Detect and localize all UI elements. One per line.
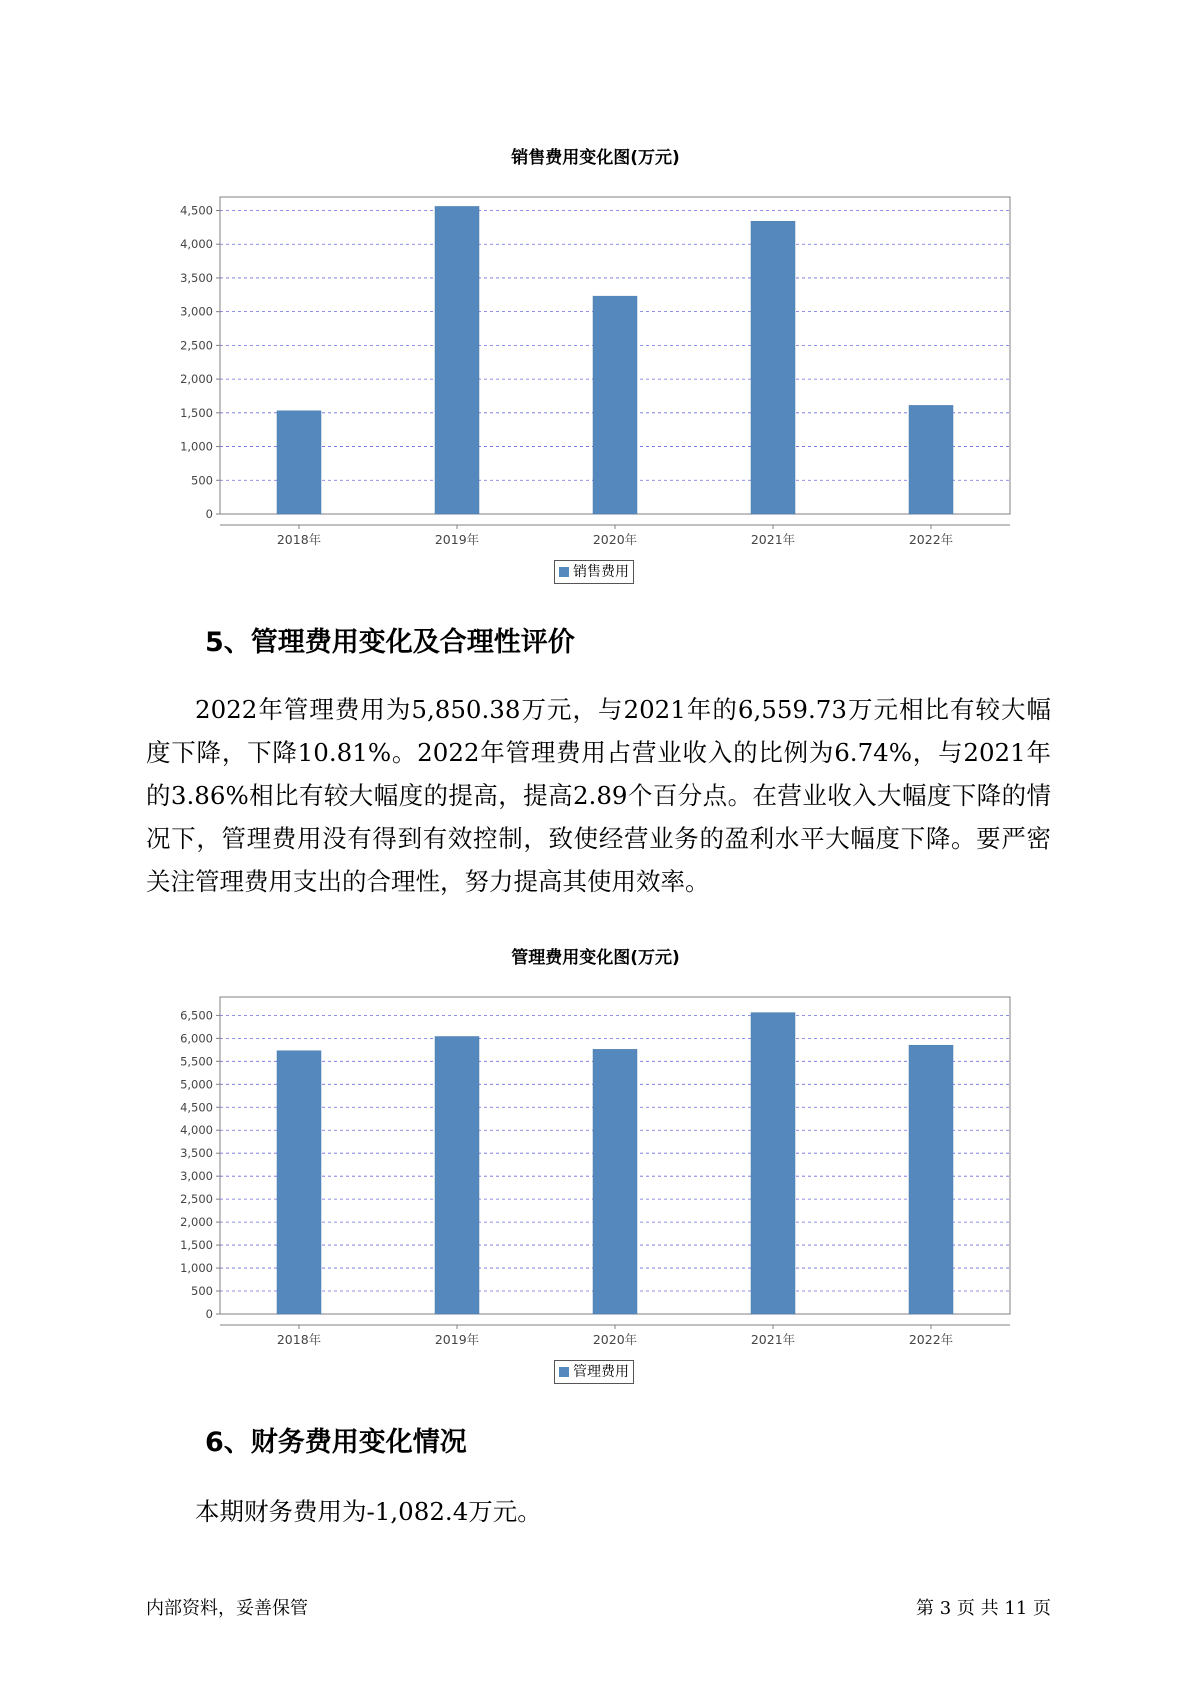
x-tick-label: 2018年 xyxy=(276,1332,322,1347)
section-6-paragraph: 本期财务费用为-1,082.4万元。 xyxy=(195,1497,542,1526)
sales-expense-chart xyxy=(0,140,1191,560)
y-tick-label: 5,000 xyxy=(180,1077,213,1092)
bar xyxy=(435,206,479,514)
y-tick-label: 2,000 xyxy=(180,1215,213,1230)
x-tick-label: 2019年 xyxy=(434,1332,480,1347)
y-tick-label: 6,000 xyxy=(180,1031,213,1046)
x-tick-label: 2021年 xyxy=(750,532,796,547)
legend-label: 销售费用 xyxy=(573,564,629,580)
x-tick-label: 2018年 xyxy=(276,532,322,547)
y-tick-label: 0 xyxy=(205,1307,213,1321)
y-tick-label: 1,500 xyxy=(180,1238,213,1253)
bar xyxy=(751,221,795,514)
bar xyxy=(277,1051,321,1314)
bar xyxy=(751,1013,795,1314)
x-tick-label: 2020年 xyxy=(592,532,638,547)
y-tick-label: 4,500 xyxy=(180,1100,213,1115)
bar xyxy=(593,1049,637,1314)
y-tick-label: 4,000 xyxy=(180,1123,213,1138)
admin-expense-legend xyxy=(554,1360,634,1384)
y-tick-label: 3,000 xyxy=(180,1169,213,1184)
x-tick-label: 2021年 xyxy=(750,1332,796,1347)
y-tick-label: 5,500 xyxy=(180,1054,213,1069)
y-tick-label: 6,500 xyxy=(180,1008,213,1023)
sales-expense-chart-title: 销售费用变化图(万元) xyxy=(511,148,680,168)
admin-expense-chart xyxy=(0,940,1191,1360)
x-tick-label: 2019年 xyxy=(434,532,480,547)
x-tick-label: 2020年 xyxy=(592,1332,638,1347)
legend-label: 管理费用 xyxy=(573,1364,629,1380)
section-5-paragraph: 2022年管理费用为5,850.38万元，与2021年的6,559.73万元相比有较大幅度下降，下降10.81%。2022年管理费用占营业收入的比例为6.74%，与2021年的3.86%相比有较大幅度的提高，提高2.89个百分点。在营业收入大幅度下降的情况下，管理费用没有得到有效控制，致使经营业务的盈利水平大幅度下降。要严密关注管理费用支出的合理性，努力提高其使用效率。 xyxy=(146,695,1051,896)
y-tick-label: 500 xyxy=(191,473,213,488)
y-tick-label: 4,500 xyxy=(180,203,213,218)
bar xyxy=(909,405,953,514)
y-tick-label: 2,500 xyxy=(180,338,213,353)
y-tick-label: 4,000 xyxy=(180,237,213,252)
y-tick-label: 3,500 xyxy=(180,1146,213,1161)
y-tick-label: 1,500 xyxy=(180,405,213,420)
bar xyxy=(593,296,637,514)
x-tick-label: 2022年 xyxy=(908,532,954,547)
section-5-heading: 5、管理费用变化及合理性评价 xyxy=(205,627,575,658)
y-tick-label: 1,000 xyxy=(180,439,213,454)
footer-page-number: 第 3 页 共 11 页 xyxy=(916,1598,1051,1619)
legend-swatch xyxy=(559,567,569,577)
y-tick-label: 2,000 xyxy=(180,372,213,387)
admin-expense-chart-title: 管理费用变化图(万元) xyxy=(511,948,680,968)
y-tick-label: 1,000 xyxy=(180,1261,213,1276)
section-6-heading: 6、财务费用变化情况 xyxy=(205,1427,467,1458)
bar xyxy=(435,1037,479,1314)
sales-expense-legend xyxy=(554,560,634,584)
bar xyxy=(277,411,321,514)
y-tick-label: 500 xyxy=(191,1284,213,1299)
y-tick-label: 3,500 xyxy=(180,270,213,285)
y-tick-label: 0 xyxy=(205,507,213,521)
bar xyxy=(909,1045,953,1314)
y-tick-label: 2,500 xyxy=(180,1192,213,1207)
legend-swatch xyxy=(559,1367,569,1377)
x-tick-label: 2022年 xyxy=(908,1332,954,1347)
footer-confidential-note: 内部资料，妥善保管 xyxy=(146,1598,308,1619)
y-tick-label: 3,000 xyxy=(180,304,213,319)
